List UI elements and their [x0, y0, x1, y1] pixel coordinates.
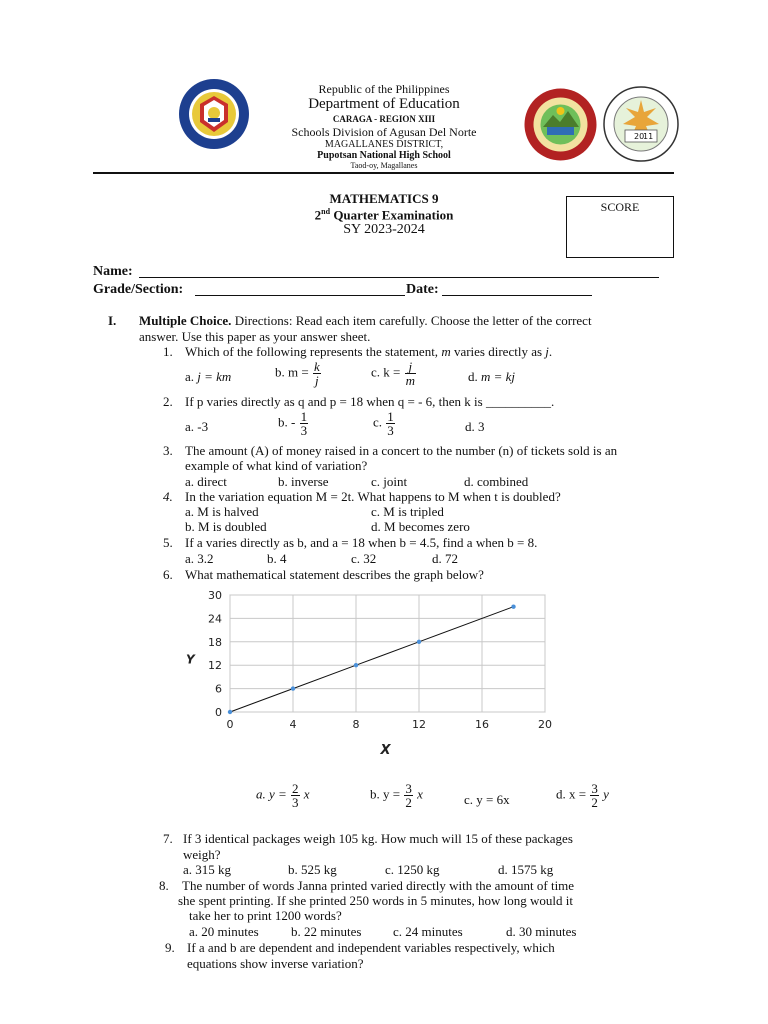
- q2-option-b[interactable]: b. - $\frac{1}{3}$: [278, 409, 308, 438]
- q5-option-b[interactable]: b. 4: [267, 551, 287, 566]
- q7-number: 7.: [163, 831, 173, 846]
- q5-text: If a varies directly as b, and a = 18 when b = 4.5, find a when b = 8.: [185, 535, 538, 550]
- q8-text-a: The number of words Janna printed varied directly with the amount of time: [182, 878, 575, 893]
- y-tick-label: 30: [208, 589, 222, 602]
- data-point: [354, 663, 358, 667]
- q5-option-d[interactable]: d. 72: [432, 551, 458, 566]
- q3-number: 3.: [163, 443, 173, 458]
- q6-option-c[interactable]: c. y = 6x: [464, 792, 510, 807]
- q8-option-c[interactable]: c. 24 minutes: [393, 924, 463, 939]
- quarter-number: 2: [314, 207, 322, 223]
- seal-year-b: 11: [643, 132, 654, 141]
- q2-number: 2.: [163, 394, 173, 409]
- q6-option-a[interactable]: a. y = $\frac{2}{3}$ x: [256, 781, 310, 810]
- q5-number: 5.: [163, 535, 173, 550]
- exam-subject: MATHEMATICS 9: [329, 191, 439, 206]
- q5-option-c[interactable]: c. 32: [351, 551, 377, 566]
- division-line: Schools Division of Agusan Del Norte: [291, 125, 477, 139]
- section-title: Multiple Choice.: [139, 313, 232, 328]
- region-line: CARAGA - REGION XIII: [332, 114, 436, 124]
- district-line: MAGALLANES DISTRICT,: [324, 139, 444, 150]
- q7-option-d[interactable]: d. 1575 kg: [498, 862, 554, 877]
- q8-number: 8.: [159, 878, 169, 893]
- y-axis-label: Y: [186, 652, 195, 667]
- q8-text-b: she spent printing. If she printed 250 words in 5 minutes, how long would it: [178, 893, 574, 908]
- q6-option-d[interactable]: d. x = $\frac{3}{2}$ y: [556, 781, 609, 810]
- q8-option-a[interactable]: a. 20 minutes: [189, 924, 259, 939]
- q7-option-a[interactable]: a. 315 kg: [183, 862, 232, 877]
- q1-option-c[interactable]: c. k = $\frac{j}{m}$: [371, 359, 415, 388]
- q1-option-b[interactable]: b. m = $\frac{k}{j}$: [275, 359, 320, 388]
- quarter-title: Quarter Examination: [330, 207, 454, 223]
- axis-ticks: [208, 589, 552, 731]
- exam-sy: SY 2023-2024: [343, 222, 425, 237]
- department-line: Department of Education: [308, 96, 460, 112]
- q7-text-b: weigh?: [183, 847, 221, 862]
- q8-text-c: take her to print 1200 words?: [189, 908, 342, 923]
- q8-option-d[interactable]: d. 30 minutes: [506, 924, 577, 939]
- q3-option-a[interactable]: a. direct: [185, 474, 227, 489]
- q1-option-a[interactable]: a. j = km: [185, 369, 232, 384]
- q9-text-b: equations show inverse variation?: [187, 956, 364, 971]
- name-label: Name:: [93, 264, 133, 279]
- x-tick-label: 0: [226, 718, 234, 731]
- data-point: [291, 686, 295, 690]
- x-tick-label: 20: [538, 718, 552, 731]
- x-tick-label: 16: [475, 718, 489, 731]
- grade-field[interactable]: [195, 281, 405, 296]
- q1-text: Which of the following represents the statement, m varies directly as j.: [185, 344, 553, 359]
- y-tick-label: 0: [215, 706, 222, 719]
- data-point: [417, 640, 421, 644]
- directions-b: answer. Use this paper as your answer sheet.: [139, 329, 371, 344]
- q4-number: 4.: [163, 489, 173, 504]
- address-line: Taod-oy, Magallanes: [350, 161, 418, 170]
- q4-option-a[interactable]: a. M is halved: [185, 504, 259, 519]
- q2-option-c[interactable]: c. $\frac{1}{3}$: [373, 409, 394, 438]
- q2-option-d[interactable]: d. 3: [465, 419, 485, 434]
- q1-number: 1.: [163, 344, 173, 359]
- series-line: [228, 605, 516, 715]
- q4-option-b[interactable]: b. M is doubled: [185, 519, 267, 534]
- q6-text: What mathematical statement describes the graph below?: [185, 567, 484, 582]
- q9-number: 9.: [165, 940, 175, 955]
- x-tick-label: 4: [289, 718, 297, 731]
- q2-text: If p varies directly as q and p = 18 when q = - 6, then k is __________.: [185, 394, 555, 409]
- q5-option-a[interactable]: a. 3.2: [185, 551, 214, 566]
- q9-text-a: If a and b are dependent and independent variables respectively, which: [187, 940, 555, 955]
- data-point: [228, 710, 232, 714]
- header-divider: [93, 172, 674, 174]
- seal-year-a: 20: [634, 132, 645, 141]
- grade-label: Grade/Section:: [93, 282, 184, 297]
- series-line-path: [230, 607, 514, 712]
- q7-option-c[interactable]: c. 1250 kg: [385, 862, 440, 877]
- q1-option-d[interactable]: d. m = kj: [468, 369, 516, 384]
- x-axis-label: X: [380, 743, 391, 758]
- q2-option-a[interactable]: a. -3: [185, 419, 209, 434]
- q8-option-b[interactable]: b. 22 minutes: [291, 924, 362, 939]
- y-tick-label: 24: [208, 612, 222, 626]
- date-label: Date:: [406, 282, 439, 297]
- section-directions: [139, 313, 669, 329]
- q3-option-b[interactable]: b. inverse: [278, 474, 329, 489]
- q3-text-b: example of what kind of variation?: [185, 458, 368, 473]
- score-label: SCORE: [600, 200, 640, 214]
- section-numeral: I.: [108, 313, 117, 328]
- name-field[interactable]: [139, 263, 659, 278]
- q3-option-d[interactable]: d. combined: [464, 474, 529, 489]
- y-tick-label: 18: [208, 635, 222, 649]
- q7-text-a: If 3 identical packages weigh 105 kg. How much will 15 of these packages: [183, 831, 573, 846]
- q4-option-d[interactable]: d. M becomes zero: [371, 519, 470, 534]
- data-point: [511, 605, 515, 609]
- q3-text-a: The amount (A) of money raised in a concert to the number (n) of tickets sold is an: [185, 443, 618, 458]
- q4-text: In the variation equation M = 2t. What happens to M when t is doubled?: [185, 489, 561, 504]
- x-tick-label: 12: [412, 718, 426, 731]
- q3-option-c[interactable]: c. joint: [371, 474, 408, 489]
- q6-option-b[interactable]: b. y = $\frac{3}{2}$ x: [370, 781, 423, 810]
- directions-a: Directions: Read each item carefully. Choose the letter of the correct: [231, 313, 592, 328]
- republic-line: Republic of the Philippines: [318, 82, 450, 96]
- graph-chart: [170, 585, 570, 760]
- y-tick-label: 6: [215, 682, 222, 696]
- quarter-suffix: nd: [321, 207, 331, 216]
- score-box: [566, 196, 674, 258]
- q7-option-b[interactable]: b. 525 kg: [288, 862, 337, 877]
- school-line: Pupotsan National High School: [317, 150, 451, 161]
- q4-option-c[interactable]: c. M is tripled: [371, 504, 444, 519]
- date-field[interactable]: [442, 281, 592, 296]
- q6-number: 6.: [163, 567, 173, 582]
- x-tick-label: 8: [352, 718, 360, 731]
- y-tick-label: 12: [208, 659, 222, 673]
